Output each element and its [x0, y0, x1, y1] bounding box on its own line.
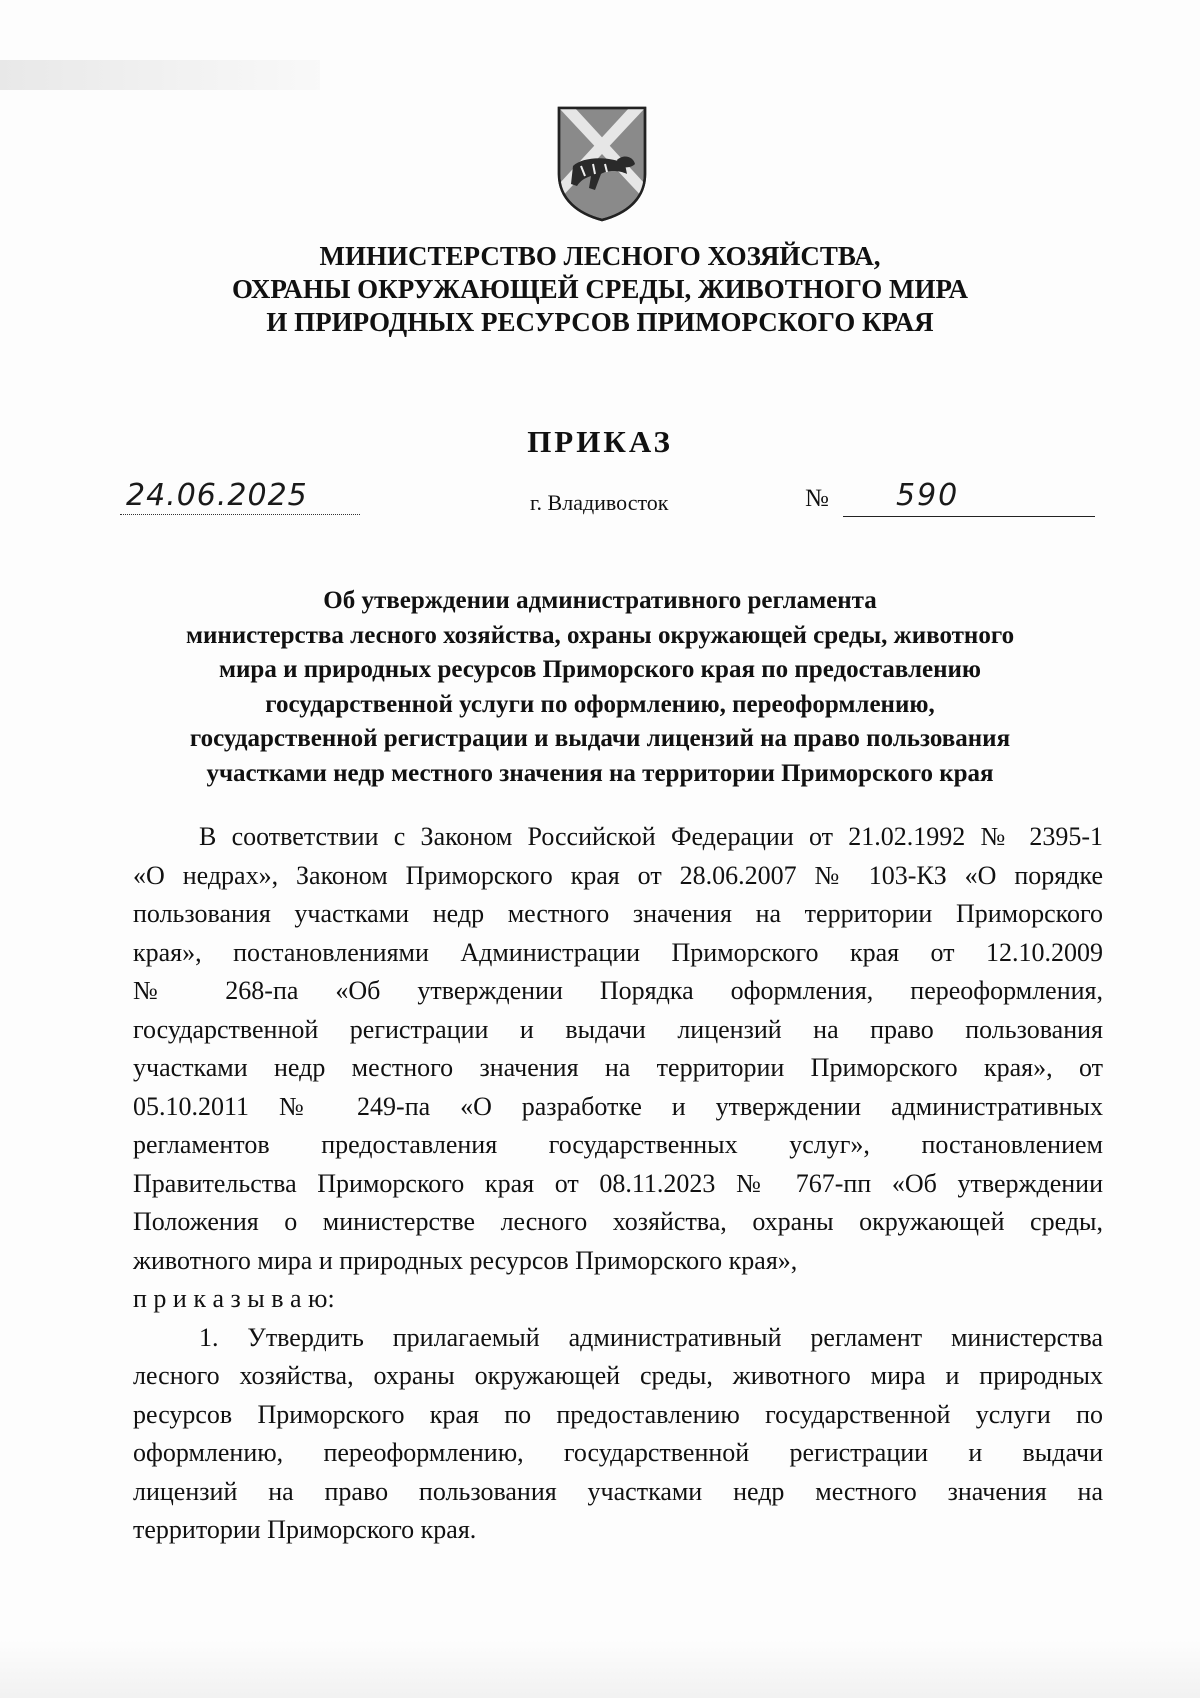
- subject-line: государственной регистрации и выдачи лицензий на право пользования: [189, 725, 1011, 752]
- handwritten-number: 590: [896, 478, 960, 513]
- coat-of-arms-icon: [553, 104, 651, 222]
- subject-line: участками недр местного значения на территории Приморского края: [206, 759, 994, 787]
- subject-line: государственной услуги по оформлению, переоформлению,: [265, 690, 935, 718]
- document-body: [133, 818, 1103, 1550]
- preamble-line: Правительства Приморского края от 08.11.2023 № 767-пп «Об утверждении: [133, 1168, 1103, 1198]
- preamble-line: В соответствии с Законом Российской Федерации от 21.02.1992 № 2395-1: [199, 822, 1103, 851]
- document-subject: [135, 584, 1065, 791]
- preamble-line: 05.10.2011 № 249-па «О разработке и утверждении административных: [133, 1091, 1103, 1121]
- preamble-line: участками недр местного значения на территории Приморского края», от: [133, 1053, 1103, 1082]
- handwritten-date: 24.06.2025: [126, 478, 308, 513]
- item1-line: оформлению, переоформлению, государственной регистрации и выдачи: [133, 1438, 1103, 1467]
- subject-line: министерства лесного хозяйства, охраны окружающей среды, животного: [185, 621, 1015, 649]
- preamble-line: государственной регистрации и выдачи лицензий на право пользования: [133, 1014, 1103, 1044]
- preamble-line: регламентов предоставления государственных услуг», постановлением: [133, 1130, 1103, 1159]
- item1-line: лесного хозяйства, охраны окружающей среды, животного мира и природных: [133, 1361, 1103, 1390]
- item1-line: лицензий на право пользования участками недр местного значения на: [133, 1476, 1103, 1506]
- preamble-line: пользования участками недр местного значения на территории Приморского: [133, 899, 1103, 928]
- item1-line: территории Приморского края.: [133, 1515, 477, 1544]
- item1-line: 1. Утвердить прилагаемый административный регламент министерства: [199, 1322, 1103, 1352]
- preamble-line: края», постановлениями Администрации Приморского края от 12.10.2009: [133, 937, 1103, 967]
- preamble-line: животного мира и природных ресурсов Приморского края»,: [133, 1245, 798, 1275]
- subject-line: Об утверждении административного регламента: [323, 587, 877, 614]
- preamble-line: «О недрах», Законом Приморского края от 28.06.2007 № 103-КЗ «О порядке: [133, 860, 1103, 890]
- ministry-name: [120, 240, 1080, 339]
- item1-line: ресурсов Приморского края по предоставлению государственной услуги по: [133, 1399, 1103, 1429]
- ministry-line: МИНИСТЕРСТВО ЛЕСНОГО ХОЗЯЙСТВА,: [319, 241, 881, 271]
- date-underline: [120, 514, 360, 515]
- number-underline: [843, 516, 1095, 517]
- scan-artifact-bottom: [0, 1640, 1200, 1698]
- city: г. Владивосток: [530, 490, 669, 515]
- number-label: №: [805, 485, 829, 512]
- subject-line: мира и природных ресурсов Приморского края по предоставлению: [218, 656, 981, 683]
- document-type: ПРИКАЗ: [527, 424, 673, 459]
- preamble-line: № 268-па «Об утверждении Порядка оформления, переоформления,: [133, 976, 1103, 1005]
- ministry-line: И ПРИРОДНЫХ РЕСУРСОВ ПРИМОРСКОГО КРАЯ: [266, 307, 934, 337]
- ministry-line: ОХРАНЫ ОКРУЖАЮЩЕЙ СРЕДЫ, ЖИВОТНОГО МИРА: [231, 274, 968, 304]
- order-word: п р и к а з ы в а ю:: [133, 1284, 335, 1313]
- scan-artifact-top: [0, 60, 320, 90]
- preamble-line: Положения о министерстве лесного хозяйства, охраны окружающей среды,: [133, 1207, 1103, 1236]
